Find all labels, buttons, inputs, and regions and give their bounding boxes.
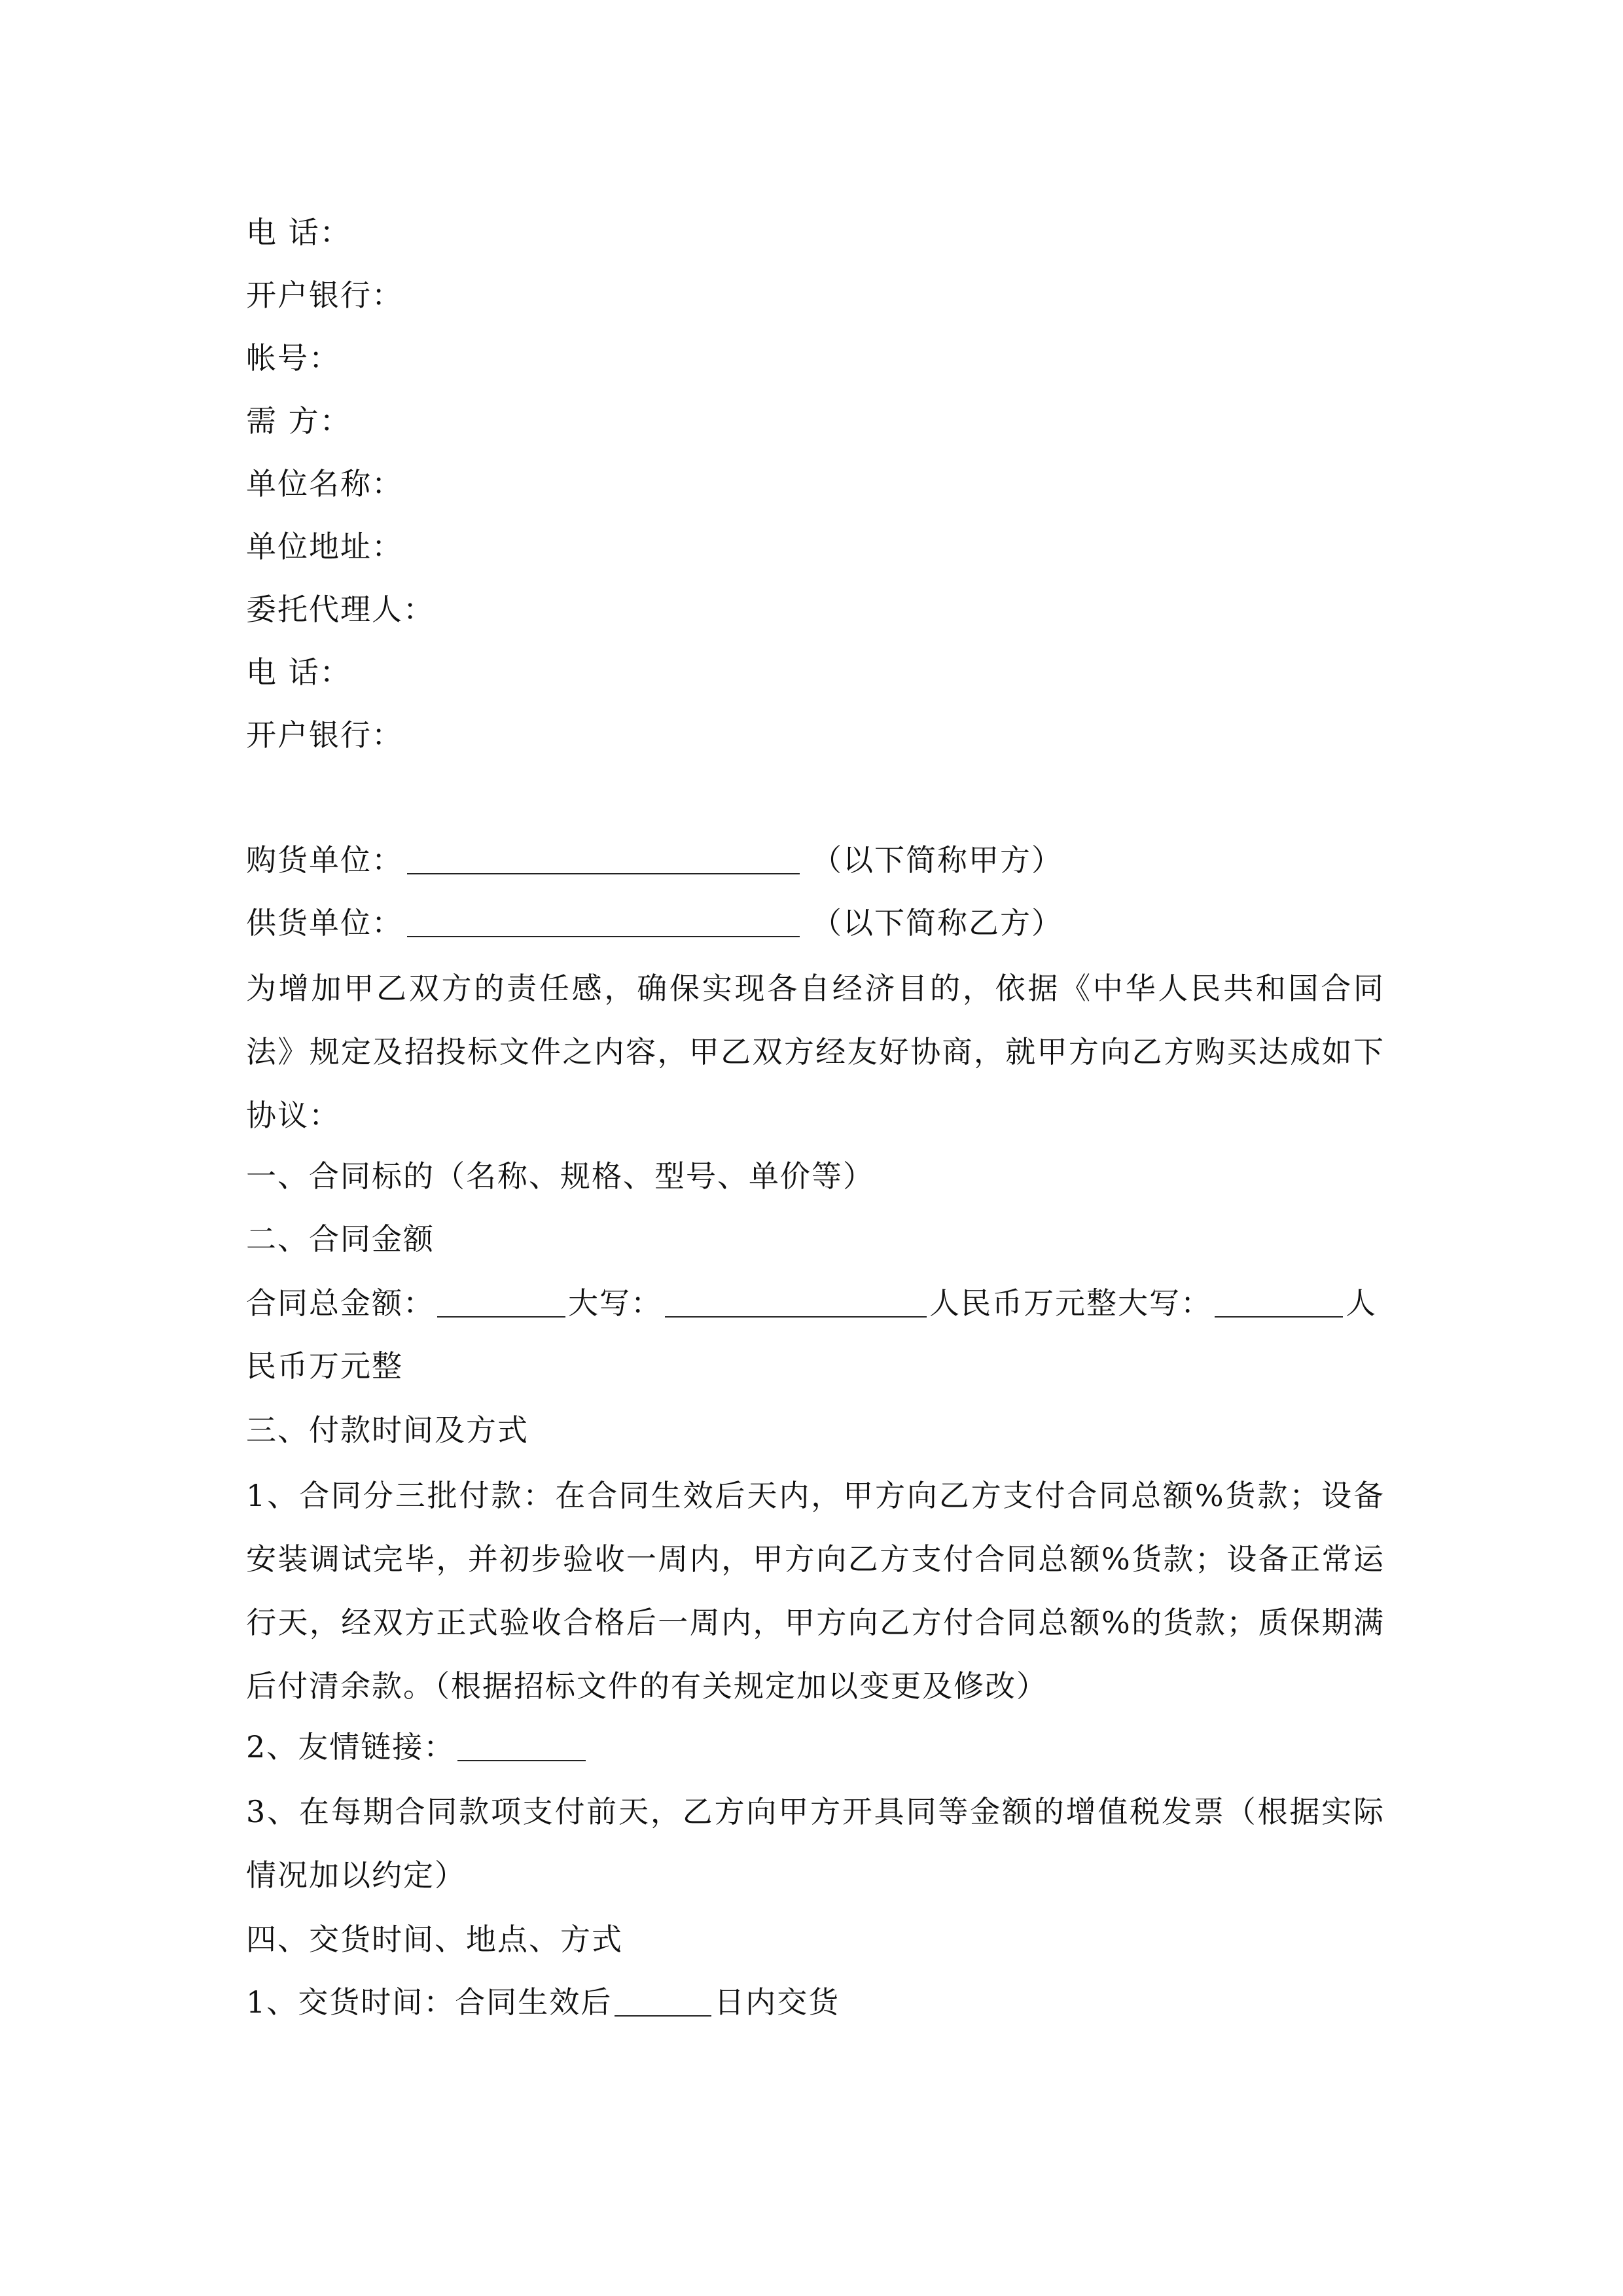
buyer-unit-address-label: 单位地址： — [246, 529, 403, 564]
rmb-upper-blank — [1215, 1286, 1343, 1318]
rmb-upper-label: 人民币万元整大写： — [929, 1285, 1212, 1321]
total-amount-label: 合同总金额： — [246, 1285, 435, 1321]
delivery-time-suffix: 日内交货 — [714, 1984, 840, 2020]
buyer-party-label: 购货单位： — [246, 842, 403, 878]
amount-tail-char: 人 — [1346, 1285, 1377, 1321]
section-3-title: 三、付款时间及方式 — [246, 1412, 529, 1448]
buyer-party-line — [246, 840, 1063, 880]
payment-item-1: 1、合同分三批付款：在合同生效后天内，甲方向乙方支付合同总额%货款；设备安装调试完毕，并初步验收一周内，甲方向乙方支付合同总额%货款；设备正常运行天，经双方正式验收合格后一周内，甲方向乙方付合同总额%的货款；质保期满后付清余款。（根据招标文件的有关规定加以变更及修改） — [246, 1478, 1385, 1704]
seller-phone-label: 电 话： — [246, 215, 351, 250]
seller-party-suffix: （以下简称乙方） — [812, 905, 1063, 941]
buyer-agent-label: 委托代理人： — [246, 592, 435, 627]
payment-item-3: 3、在每期合同款项支付前天，乙方向甲方开具同等金额的增值税发票（根据实际情况加以约定） — [246, 1794, 1385, 1893]
total-amount-blank — [437, 1286, 565, 1318]
upper-amount-blank — [665, 1286, 927, 1318]
buyer-party-blank — [407, 843, 800, 874]
buyer-bank-label: 开户银行： — [246, 717, 403, 753]
delivery-days-blank — [615, 1985, 711, 2017]
delivery-time-prefix: 1、交货时间：合同生效后 — [246, 1984, 613, 2020]
seller-party-blank — [407, 906, 800, 937]
seller-bank-label: 开户银行： — [246, 278, 403, 313]
seller-account-label: 帐号： — [246, 340, 340, 376]
friend-link-blank — [457, 1730, 586, 1761]
section-1-title: 一、合同标的（名称、规格、型号、单价等） — [246, 1158, 874, 1194]
buyer-unit-name-label: 单位名称： — [246, 466, 403, 501]
seller-party-label: 供货单位： — [246, 905, 403, 941]
buyer-heading: 需 方： — [246, 403, 351, 439]
delivery-time-line — [246, 1982, 840, 2022]
buyer-phone-label: 电 话： — [246, 655, 351, 690]
intro-paragraph: 为增加甲乙双方的责任感，确保实现各自经济目的，依据《中华人民共和国合同法》规定及招投标文件之内容，甲乙双方经友好协商，就甲方向乙方购买达成如下协议： — [246, 971, 1385, 1133]
upper-amount-label: 大写： — [568, 1285, 662, 1321]
section-4-title: 四、交货时间、地点、方式 — [246, 1922, 623, 1957]
contract-amount-second-line: 民币万元整 — [246, 1348, 403, 1384]
contract-amount-line — [246, 1283, 1385, 1323]
seller-party-line — [246, 903, 1063, 942]
friend-link-label: 2、友情链接： — [246, 1729, 455, 1765]
payment-item-2 — [246, 1727, 588, 1767]
buyer-party-suffix: （以下简称甲方） — [812, 842, 1063, 878]
section-2-title: 二、合同金额 — [246, 1221, 435, 1257]
